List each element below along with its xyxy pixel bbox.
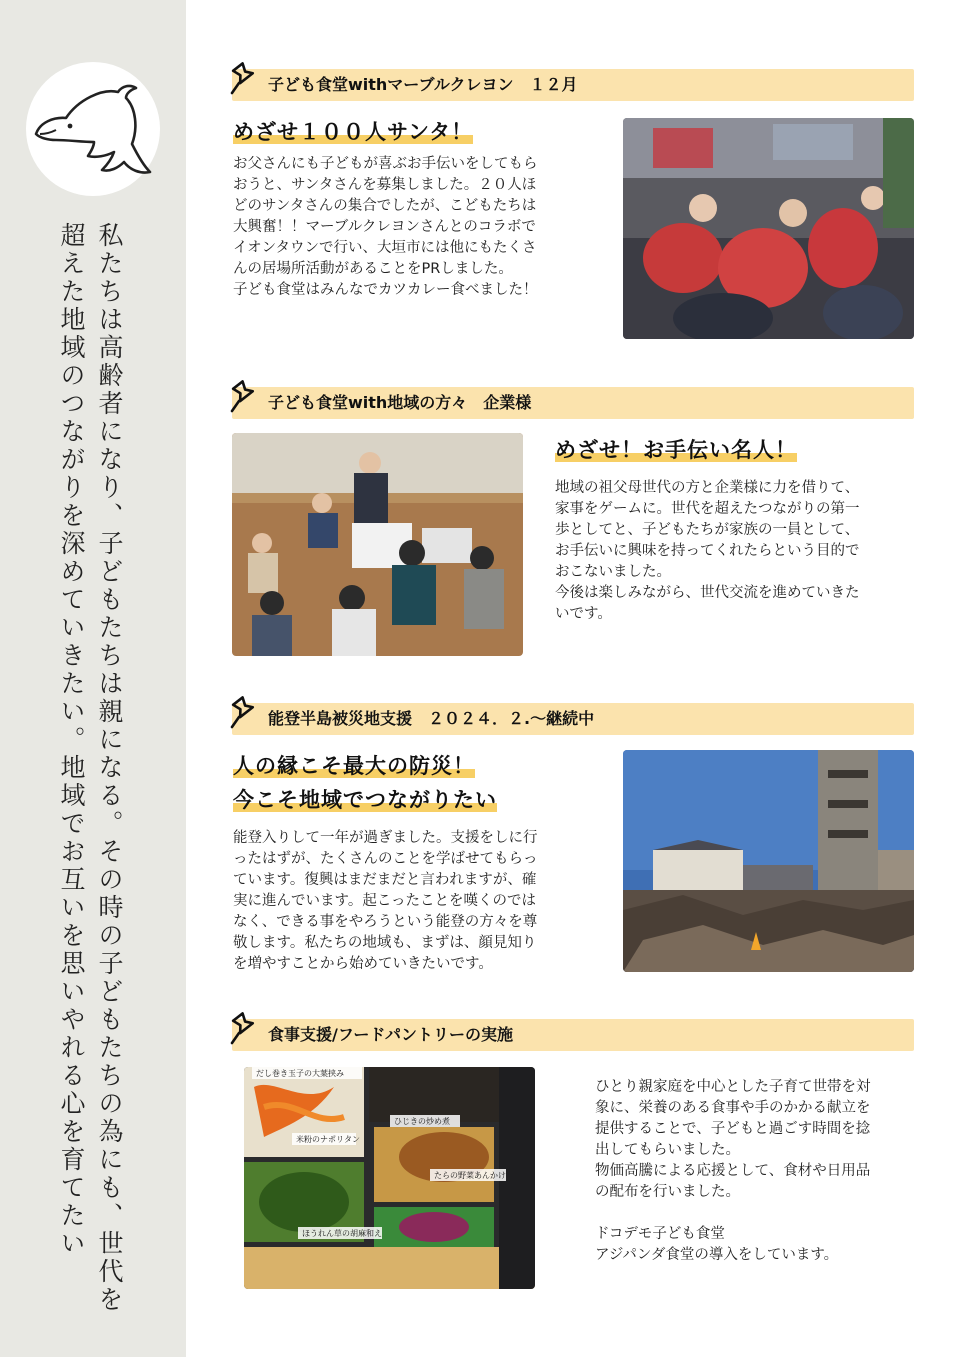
headline-helper: めざせ！お手伝い名人！ xyxy=(555,438,797,462)
sidebar xyxy=(0,0,186,1357)
dolphin-icon xyxy=(26,62,160,196)
photo-label: たらの野菜あんかけ xyxy=(434,1171,506,1180)
body-santa: お父さんにも子どもが喜ぶお手伝いをしてもら おうと、サンタさんを募集しました。２０人ほ どのサンタさんの集合でしたが、こどもたちは 大興奮！！マーブルクレヨンさんとのコラボで イオンタウンで行い、大垣市には他にもたくさ んの居場所活動があることをPRしました。 子ども食堂はみんなでカツカレー食べました！ xyxy=(233,156,538,298)
section-band-santa xyxy=(232,69,914,101)
photo-bento xyxy=(244,1067,535,1289)
photo-label: だし巻き玉子の大葉挟み xyxy=(256,1069,344,1078)
section-band-community xyxy=(232,387,914,419)
body-food: ひとり親家庭を中心とした子育て世帯を対 象に、栄養のある食事や手のかかる献立を 提供することで、子どもと過ごす時間を捻 出してもらいました。 物価高騰による応援として、食材や日用品 の配布を行いました。 ドコデモ子ども食堂 アジパンダ食堂の導入をしています。 xyxy=(595,1079,871,1263)
logo-badge xyxy=(26,62,160,196)
pushpin-icon xyxy=(230,61,260,95)
section-label: 子ども食堂with地域の方々 企業様 xyxy=(268,393,532,412)
body-helper: 地域の祖父母世代の方と企業様に力を借りて、 家事をゲームに。世代を超えたつながりの第一 歩としてと、子どもたちが家族の一員として、 お手伝いに興味を持ってくれたらという目的で おこないました。 今後は楽しみながら、世代交流を進めていきた いです。 xyxy=(555,480,860,622)
section-label: 食事支援/フードパントリーの実施 xyxy=(268,1025,514,1044)
pushpin-icon xyxy=(230,1011,260,1045)
pushpin-icon xyxy=(230,379,260,413)
photo-santa-event xyxy=(623,118,914,339)
pushpin-icon xyxy=(230,695,260,729)
headline-noto: 人の縁こそ最大の防災！ 今こそ地域でつながりたい xyxy=(233,754,497,812)
section-band-food xyxy=(232,1019,914,1051)
photo-label: ひじきの炒め煮 xyxy=(394,1117,450,1126)
photo-noto-disaster xyxy=(623,750,914,972)
photo-label: ほうれん草の胡麻和え xyxy=(302,1229,382,1238)
section-label: 能登半島被災地支援 ２０２４．２.～継続中 xyxy=(268,709,595,728)
section-label: 子ども食堂withマーブルクレヨン １２月 xyxy=(268,75,578,94)
sidebar-message: 私たちは高齢者になり、子どもたちは親になる。その時の子どもたちの為にも、世代を超えた地域のつながりを深めていきたい。地域でお互いを思いやれる心を育てたい xyxy=(57,222,124,1314)
headline-santa: めざせ１００人サンタ！ xyxy=(233,120,474,144)
photo-label: 米粉のナポリタン xyxy=(296,1135,360,1144)
body-noto: 能登入りして一年が過ぎました。支援をしに行 ったはずが、たくさんのことを学ばせてもらっ ています。復興はまだまだと言われますが、確 実に進んでいます。起こったことを嘆くのでは なく、できる事をやろうという能登の方々を尊 敬します。私たちの地域も、まずは、顔見知り を増やすことから始めていきたいです。 xyxy=(233,830,538,972)
section-band-noto xyxy=(232,703,914,735)
photo-chores-game xyxy=(232,433,523,656)
